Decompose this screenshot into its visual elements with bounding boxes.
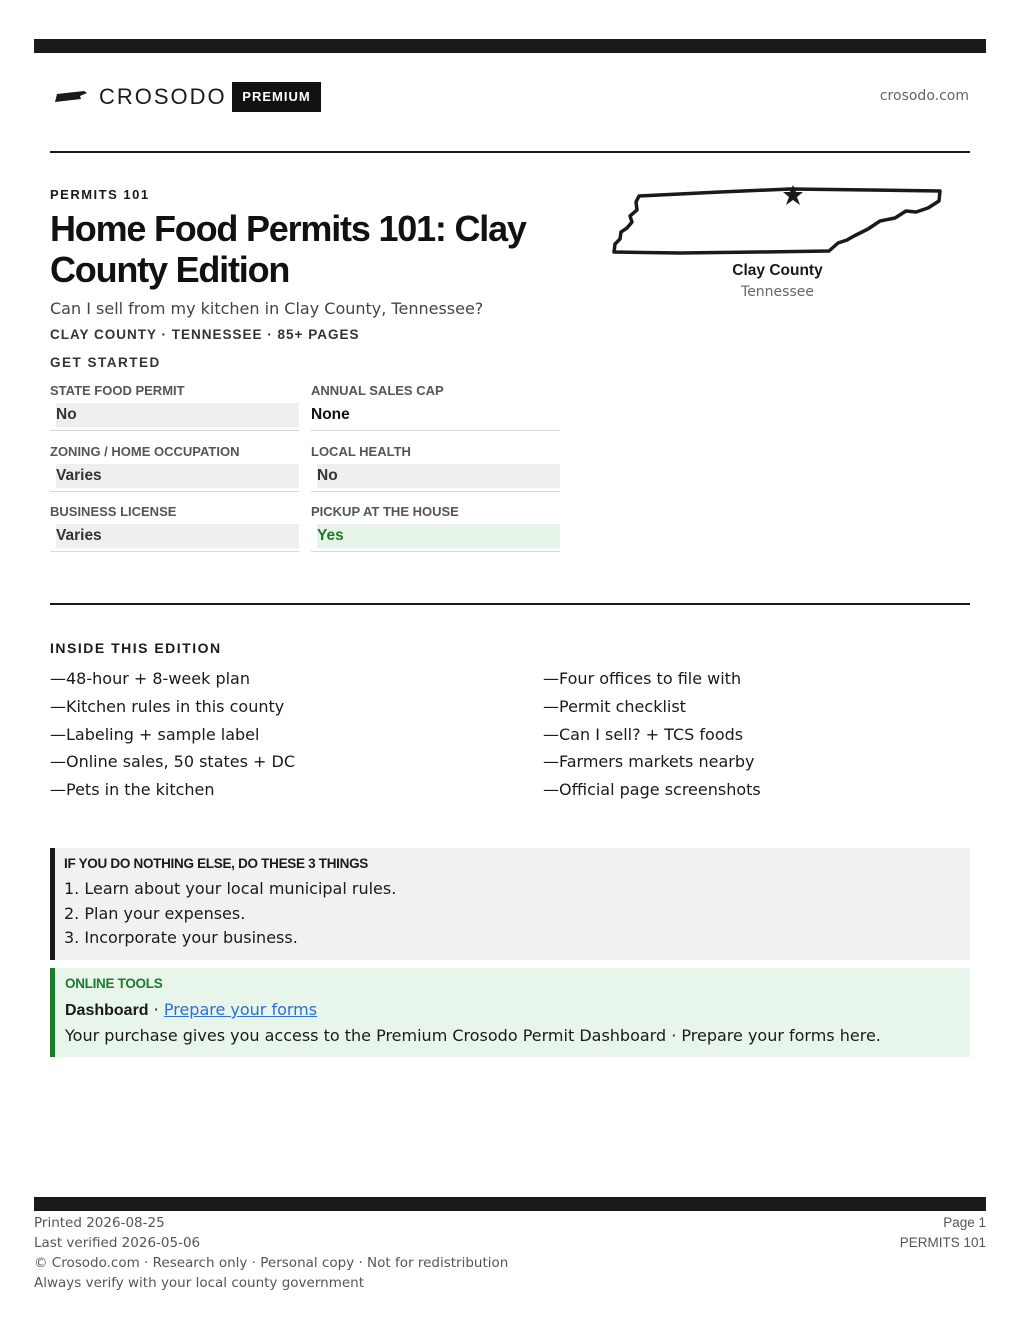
copyright: © Crosodo.com · Research only · Personal copy · Not for redistribution <box>34 1255 509 1271</box>
list-item: 1. Learn about your local municipal rules. <box>64 879 397 898</box>
inside-list-right <box>543 665 761 804</box>
list-item: —Permit checklist <box>543 696 686 716</box>
list-item: —Online sales, 50 states + DC <box>50 752 296 772</box>
fact-value: None <box>311 403 560 431</box>
fact-value: Yes <box>311 524 560 552</box>
three-things-list <box>64 877 396 951</box>
callout-heading: ONLINE TOOLS <box>65 976 163 991</box>
printed-date: Printed 2026-08-25 <box>34 1215 165 1231</box>
site-url[interactable]: crosodo.com <box>879 88 969 104</box>
fact-label: LOCAL HEALTH <box>311 444 411 459</box>
list-item: —Can I sell? + TCS foods <box>543 724 744 744</box>
list-item: —Four offices to file with <box>543 669 742 688</box>
list-item: —Farmers markets nearby <box>543 752 755 772</box>
dashboard-note: Your purchase gives you access to the Premium Crosodo Permit Dashboard · Prepare your forms here. <box>65 1026 881 1045</box>
verified-date: Last verified 2026-05-06 <box>34 1235 201 1251</box>
inside-list-left <box>50 665 295 804</box>
page-subtitle: Can I sell from my kitchen in Clay County, Tennessee? <box>50 299 484 318</box>
fact-label: STATE FOOD PERMIT <box>50 383 185 398</box>
section-divider <box>50 603 970 605</box>
list-item: —Official page screenshots <box>543 780 761 800</box>
tennessee-outline <box>614 189 940 253</box>
prepare-forms-link[interactable]: Prepare your forms <box>163 1000 318 1019</box>
fact-label: ANNUAL SALES CAP <box>311 383 444 398</box>
dashboard-label: Dashboard <box>65 1002 149 1019</box>
list-item: —48-hour + 8-week plan <box>50 669 250 688</box>
fact-label: ZONING / HOME OCCUPATION <box>50 444 240 459</box>
fact-label: BUSINESS LICENSE <box>50 504 177 519</box>
top-bar <box>34 39 986 53</box>
fact-value: No <box>311 464 560 492</box>
inside-edition-heading: INSIDE THIS EDITION <box>50 640 222 656</box>
disclaimer: Always verify with your local county government <box>34 1275 364 1291</box>
three-things-callout <box>50 848 970 960</box>
fact-local-health <box>311 444 560 492</box>
fact-zoning <box>50 444 299 492</box>
fact-pickup-at-house <box>311 504 560 552</box>
page-title: Home Food Permits 101: Clay County Edition <box>50 208 526 290</box>
get-started-heading: GET STARTED <box>50 355 161 370</box>
edition-meta: CLAY COUNTY · TENNESSEE · 85+ PAGES <box>50 327 360 342</box>
list-item: 3. Incorporate your business. <box>64 928 298 947</box>
fact-annual-sales-cap <box>311 383 560 431</box>
map-county-label: Clay County <box>732 262 823 279</box>
list-item: —Kitchen rules in this county <box>50 696 285 716</box>
map-state-label: Tennessee <box>741 284 814 300</box>
footer-right <box>900 1213 986 1253</box>
list-item: 2. Plan your expenses. <box>64 903 246 923</box>
fact-value: Varies <box>50 524 299 552</box>
list-item: —Pets in the kitchen <box>50 780 215 800</box>
fact-label: PICKUP AT THE HOUSE <box>311 504 459 519</box>
section-kicker: PERMITS 101 <box>50 187 150 202</box>
bottom-bar <box>34 1197 986 1211</box>
list-item: —Labeling + sample label <box>50 724 260 744</box>
fact-business-license <box>50 504 299 552</box>
fact-state-food-permit <box>50 383 299 431</box>
fact-value: Varies <box>50 464 299 492</box>
footer-section: PERMITS 101 <box>899 1235 986 1250</box>
callout-heading: IF YOU DO NOTHING ELSE, DO THESE 3 THINGS <box>64 856 368 871</box>
footer-left <box>34 1213 508 1293</box>
brand-name: CROSODO <box>99 84 227 109</box>
fact-value: No <box>50 403 299 431</box>
header-divider <box>50 151 970 153</box>
tennessee-map-icon <box>610 182 945 258</box>
page-number: Page 1 <box>943 1215 986 1230</box>
premium-badge: PREMIUM <box>232 82 321 112</box>
online-tools-callout <box>50 968 970 1057</box>
crosodo-logo-icon <box>54 90 88 104</box>
dashboard-line <box>65 1000 317 1020</box>
separator: · <box>148 1000 164 1019</box>
